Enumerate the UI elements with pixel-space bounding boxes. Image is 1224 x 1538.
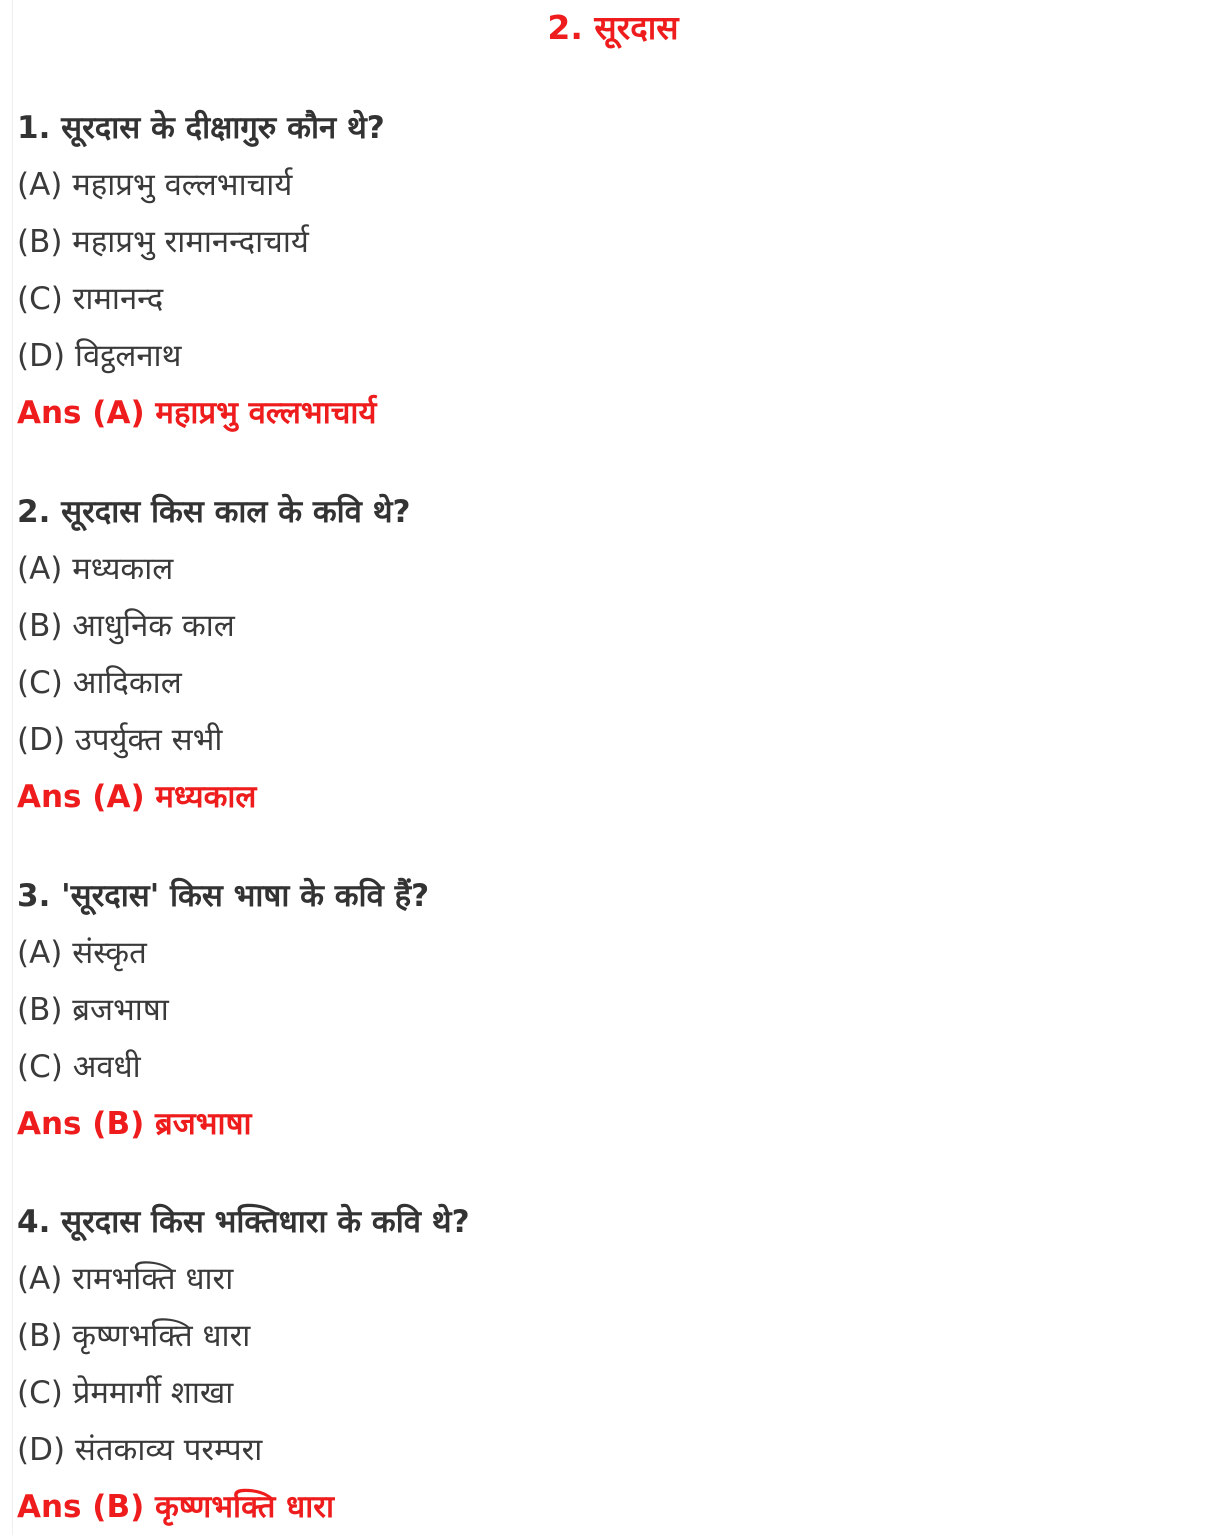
option-c: (C) आदिकाल xyxy=(17,665,182,701)
option-a: (A) रामभक्ति धारा xyxy=(17,1261,234,1297)
page-title: 2. सूरदास xyxy=(547,8,679,47)
option-a: (A) महाप्रभु वल्लभाचार्य xyxy=(17,167,293,203)
question-text: 2. सूरदास किस काल के कवि थे? xyxy=(17,494,411,530)
option-a: (A) संस्कृत xyxy=(17,935,147,971)
document-page xyxy=(12,0,1213,1535)
question-text: 1. सूरदास के दीक्षागुरु कौन थे? xyxy=(17,110,385,146)
option-c: (C) अवधी xyxy=(17,1049,141,1085)
option-b: (B) आधुनिक काल xyxy=(17,608,235,644)
question-block xyxy=(17,1196,1197,1538)
option-d: (D) विट्ठलनाथ xyxy=(17,338,182,374)
option-a: (A) मध्यकाल xyxy=(17,551,174,587)
answer-text: Ans (B) कृष्णभक्ति धारा xyxy=(17,1489,334,1525)
option-c: (C) रामानन्द xyxy=(17,281,164,317)
answer-text: Ans (A) मध्यकाल xyxy=(17,779,257,815)
option-c: (C) प्रेममार्गी शाखा xyxy=(17,1375,234,1411)
question-block xyxy=(17,486,1197,828)
answer-text: Ans (A) महाप्रभु वल्लभाचार्य xyxy=(17,395,377,431)
option-b: (B) कृष्णभक्ति धारा xyxy=(17,1318,251,1354)
option-b: (B) महाप्रभु रामानन्दाचार्य xyxy=(17,224,309,260)
option-d: (D) उपर्युक्त सभी xyxy=(17,722,223,758)
question-text: 4. सूरदास किस भक्तिधारा के कवि थे? xyxy=(17,1204,470,1240)
question-text: 3. 'सूरदास' किस भाषा के कवि हैं? xyxy=(17,878,430,914)
question-block xyxy=(17,870,1197,1155)
option-d: (D) संतकाव्य परम्परा xyxy=(17,1432,263,1468)
answer-text: Ans (B) ब्रजभाषा xyxy=(17,1106,252,1142)
question-block xyxy=(17,102,1197,444)
option-b: (B) ब्रजभाषा xyxy=(17,992,169,1028)
